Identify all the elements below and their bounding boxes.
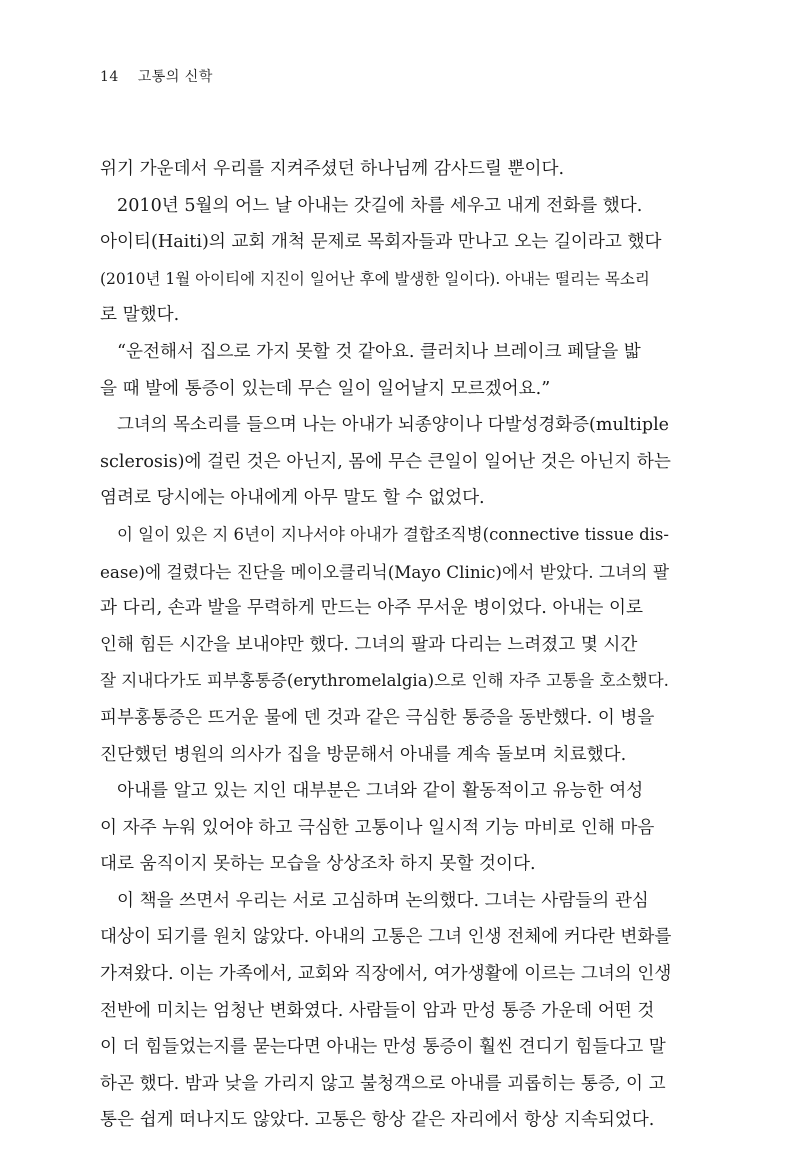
text-line: 아이티(Haiti)의 교회 개척 문제로 목회자들과 만나고 오는 길이라고 했다 bbox=[100, 232, 662, 253]
text-line: (2010년 1월 아이티에 지진이 일어난 후에 발생한 일이다). 아내는 떨리는 목소리 bbox=[100, 269, 650, 288]
page-number: 14 bbox=[100, 69, 119, 85]
text-line: 하곤 했다. 밤과 낮을 가리지 않고 불청객으로 아내를 괴롭히는 통증, 이 고 bbox=[100, 1073, 666, 1094]
text-line: 가져왔다. 이는 가족에서, 교회와 직장에서, 여가생활에 이르는 그녀의 인생 bbox=[100, 964, 672, 985]
text-line: 그녀의 목소리를 들으며 나는 아내가 뇌종양이나 다발성경화증(multiple bbox=[117, 415, 669, 436]
text-line: 아내를 알고 있는 지인 대부분은 그녀와 같이 활동적이고 유능한 여성 bbox=[117, 781, 644, 802]
book-title: 고통의 신학 bbox=[137, 69, 213, 85]
text-line: 잘 지내다가도 피부홍통증(erythromelalgia)으로 인해 자주 고통을 호소했다. bbox=[100, 671, 669, 691]
text-line: 진단했던 병원의 의사가 집을 방문해서 아내를 계속 돌보며 치료했다. bbox=[100, 744, 627, 765]
text-line: 이 일이 있은 지 6년이 지나서야 아내가 결합조직병(connective tissue dis- bbox=[117, 524, 669, 544]
text-line: 대로 움직이지 못하는 모습을 상상조차 하지 못할 것이다. bbox=[100, 854, 536, 875]
text-line: “운전해서 집으로 가지 못할 것 같아요. 클러치나 브레이크 페달을 밟 bbox=[117, 341, 641, 362]
text-line: sclerosis)에 걸린 것은 아닌지, 몸에 무슨 큰일이 일어난 것은 아닌지 하는 bbox=[100, 451, 671, 472]
text-line: 전반에 미치는 엄청난 변화였다. 사람들이 암과 만성 통증 가운데 어떤 것 bbox=[100, 1000, 655, 1021]
text-line: 대상이 되기를 원치 않았다. 아내의 고통은 그녀 인생 전체에 커다란 변화를 bbox=[100, 927, 672, 948]
text-line: 과 다리, 손과 발을 무력하게 만드는 아주 무서운 병이었다. 아내는 이로 bbox=[100, 598, 643, 619]
text-line: 이 더 힘들었는지를 묻는다면 아내는 만성 통증이 훨씬 견디기 힘들다고 말 bbox=[100, 1037, 666, 1058]
text-line: 로 말했다. bbox=[100, 305, 180, 326]
text-line: 염려로 당시에는 아내에게 아무 말도 할 수 없었다. bbox=[100, 488, 485, 509]
body-text bbox=[100, 151, 672, 1139]
text-line: 위기 가운데서 우리를 지켜주셨던 하나님께 감사드릴 뿐이다. bbox=[100, 159, 565, 179]
running-header bbox=[100, 66, 213, 86]
text-line: 인해 힘든 시간을 보내야만 했다. 그녀의 팔과 다리는 느려졌고 몇 시간 bbox=[100, 634, 638, 655]
text-line: 피부홍통증은 뜨거운 물에 덴 것과 같은 극심한 통증을 동반했다. 이 병을 bbox=[100, 707, 655, 728]
text-line: 이 책을 쓰면서 우리는 서로 고심하며 논의했다. 그녀는 사람들의 관심 bbox=[117, 890, 649, 911]
text-line: 이 자주 누워 있어야 하고 극심한 고통이나 일시적 기능 마비로 인해 마음 bbox=[100, 817, 655, 838]
text-line: 2010년 5월의 어느 날 아내는 갓길에 차를 세우고 내게 전화를 했다. bbox=[117, 195, 643, 216]
text-line: ease)에 걸렸다는 진단을 메이오클리닉(Mayo Clinic)에서 받았다. 그녀의 팔 bbox=[100, 561, 670, 582]
text-line: 통은 쉽게 떠나지도 않았다. 고통은 항상 같은 자리에서 항상 지속되었다. bbox=[100, 1110, 655, 1131]
text-line: 을 때 발에 통증이 있는데 무슨 일이 일어날지 모르겠어요.” bbox=[100, 378, 551, 399]
